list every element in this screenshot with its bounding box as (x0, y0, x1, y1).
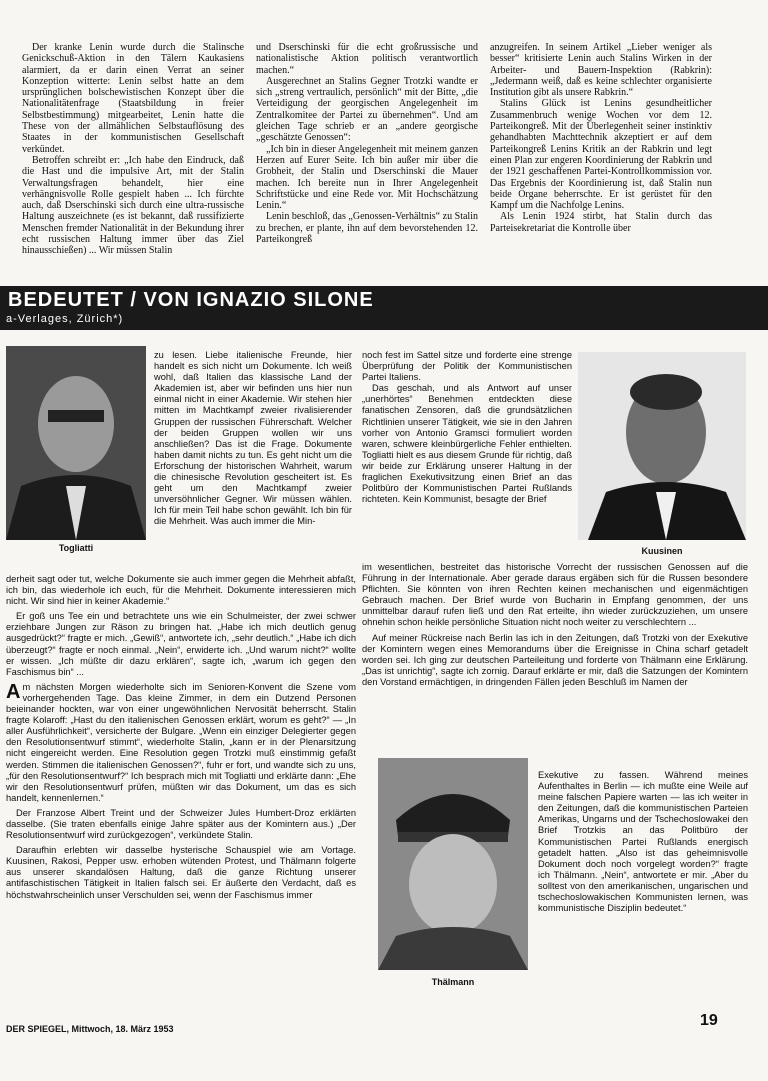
paragraph: Ausgerechnet an Stalins Gegner Trotzki wandte er sich „streng vertraulich, persönlich“ mit der Bitte, „die Verteidigung der georgischen Angelegenheit im Zentralkomitee der Partei zu übernehmen“. Und am gleichen Tage schrieb er an „andere georgische „geschätzte Genossen“: (256, 75, 478, 144)
article-title-band (0, 286, 768, 330)
paragraph (6, 682, 356, 804)
kuusinen-photo (578, 352, 746, 540)
kuusinen-caption: Kuusinen (641, 546, 683, 556)
togliatti-caption: Togliatti (58, 543, 94, 553)
portrait-image (6, 346, 146, 540)
paragraph: und Dserschinski für die echt großrussische und nationalistische Aktion politisch verantwortlich machen.“ (256, 42, 478, 76)
paragraph: Exekutive zu fassen. Während meines Aufenthaltes in Berlin — ich mußte eine Weile auf meine falschen Papiere warten — las ich weiter in den Zeitungen, daß die kommunistischen Parteien Amerikas, Ungarns und der Tschechoslowakei den Brief Trotzkis an das Politbüro der Kommunistischen Partei Rußlands energisch getadelt hatten. „Also ist das geheimnisvolle Dokument doch noch vorgelegt worden?“ fragte ich Thälmann. „Nein“, antwortete er mir. „Aber du solltest von den amerikanischen, ungarischen und tschechoslowakischen Kommunisten lernen, was kommunistische Disziplin bedeutet.“ (538, 770, 748, 914)
paragraph: zu lesen. Liebe italienische Freunde, hier handelt es sich nicht um Dokumente. Ich weiß wohl, daß Italien das klassische Land der Akademien ist, aber wir befinden uns hier nun einmal nicht in einer Akademie. Wir stehen hier mitten im Machtkampf zweier rivalisierender Gruppen der russischen Führerschaft. Welcher der beiden Gruppen wollen wir uns anschließen? Das ist die Frage. Dokumente haben damit nichts zu tun. Es geht nicht um die Erforschung der historischen Wahrheit, warum die chinesische Revolution gescheitert ist. Es geht um den Machtkampf zweier unversöhnlicher Gegner. Wir müssen wählen. Ich für mein Teil habe schon gewählt. Ich bin für die Mehrheit. Was auch immer die Min- (154, 350, 352, 527)
paragraph: anzugreifen. In seinem Artikel „Lieber weniger als besser“ kritisierte Lenin auch Stalins Wirken in der Arbeiter- und Bauern-Inspektion (Rabkrin): „Jedermann weiß, daß es keine schlechter organisierte Institution gibt als unsere Rabkrin.“ (490, 42, 712, 99)
portrait-image (578, 352, 746, 540)
paragraph-text: m nächsten Morgen wiederholte sich im Senioren-Konvent die Szene vom vorhergehenden Tage. Das kleine Zimmer, in dem ein Dutzend Personen beieinander hockten, war von einer ungewöhnlichen Nervosität beherrscht. Stalin fragte Kolaroff: „Hast du den italienischen Genossen erklärt, worum es geht?“ — „In aller Ausführlichkeit“, versicherte der Bulgare. „Wenn ein einziger Delegierter gegen den Resolutionsentwurf stimmt“, wiederholte Stalin, „kann er in der Plenarsitzung nicht eingereicht werden. Eine Resolution gegen Trotzki muß einstimmig gefaßt werden. Stimmen die italienischen Genossen?“, fuhr er fort, und wandte sich zu uns, „für den Resolutionsentwurf?“ Ich besprach mich mit Togliatti und erklärte dann: „Ehe wir den Resolutionsentwurf prüfen, müßten wir das Dokument, um das es sich handelt, kennenlernen.“ (6, 681, 356, 803)
paragraph: Lenin beschloß, das „Genossen-Verhältnis“ zu Stalin zu brechen, er plante, ihn auf dem bevorstehenden 12. Parteikongreß (256, 211, 478, 246)
paragraph: Als Lenin 1924 stirbt, hat Stalin durch das Parteisekretariat die Kontrolle über (490, 211, 712, 234)
paragraph: noch fest im Sattel sitze und forderte eine strenge Überprüfung der Politik der Kommunistischen Partei Italiens. (362, 350, 572, 383)
body-lower-right-column (538, 770, 748, 914)
portrait-image (378, 758, 528, 970)
thaelmann-caption: Thälmann (431, 977, 475, 987)
paragraph: Stalins Glück ist Lenins gesundheitlicher Zusammenbruch wenige Wochen vor dem 12. Parteikongreß. Mit der Überlegenheit seiner instinktiv gehandhabten Machttechnik akzeptiert er auf dem Parteikongreß Lenins Kritik an der Rabkrin und legt einen Plan zur engeren Koordinierung der Rabkrin und der 1921 geschaffenen Partei-Kontrollkommission vor. Das Ergebnis der Koordinierung ist, daß Stalin nun beide Organe beherrschte. Er ist gerüstet für den Kampf um die Nachfolge Lenins. (490, 98, 712, 212)
body-column-3 (362, 350, 572, 505)
page-number: 19 (700, 1012, 718, 1029)
thaelmann-photo (378, 758, 528, 970)
drop-cap: A (6, 680, 21, 703)
paragraph: Betroffen schreibt er: „Ich habe den Eindruck, daß die Hast und die impulsive Art, mit der Stalin Verwaltungsfragen behandelt, hier eine verhängnisvolle Rolle gespielt haben ... Ich fürchte auch, daß Dserschinski sich durch eine ultra-russische Haltung auszeichnete (es ist bekannt, daß russifizierte Menschen fremder Nationalität in der Bekundung ihrer echt russischen Haltung immer über das Ziel hinausschießen) ... Wir müssen Stalin (22, 154, 244, 257)
paragraph: Er goß uns Tee ein und betrachtete uns wie ein Schulmeister, der zwei schwer erziehbare Jungen zur Räson zu bringen hat. „Habe ich mich deutlich genug ausgedrückt?“ fragte er mich. „Gewiß“, antwortete ich, „sehr deutlich.“ „Habe ich dich überzeugt?“ fragte er noch einmal. „Nein“, erwiderte ich. „Und warum nicht?“ wollte er wissen. „Ich müßte dir dazu erklären“, sagte ich, „warum ich gegen den Faschismus bin“ ... (6, 611, 356, 677)
body-lower-right-top (362, 562, 748, 688)
top-column-2 (256, 42, 478, 245)
top-column-1 (22, 42, 244, 257)
article-subtitle: a-Verlages, Zürich*) (6, 313, 124, 325)
paragraph: Der Franzose Albert Treint und der Schweizer Jules Humbert-Droz erklärten dasselbe. (Sie traten ebenfalls einige Jahre später aus der Komintern aus.) „Der Resolutionsentwurf wird zurückgezogen“, verkündete Stalin. (6, 807, 356, 841)
paragraph: Das geschah, und als Antwort auf unser „unerhörtes“ Benehmen entdeckten diese fanatischen Zensoren, daß die grundsätzlichen Richtlinien unserer Tätigkeit, wie sie in den Jahren vorher von Antonio Gramsci formuliert worden waren, schwere kleinbürgerliche Fehler enthielten. Togliatti hielt es aus diesem Grunde für richtig, daß wir beide zur Erklärung unserer Haltung in der fraglichen Exekutivsitzung einen Brief an das Politbüro der Kommunistischen Partei Rußlands richteten. Kein Kommunist, besagte der Brief (362, 383, 572, 505)
body-lower-left (6, 574, 356, 901)
paragraph: Auf meiner Rückreise nach Berlin las ich in den Zeitungen, daß Trotzki von der Exekutive der Komintern wegen eines Memorandums über die Ereignisse in China scharf getadelt worden sei. Ich ging zur deutschen Parteileitung und forderte von Thälmann eine Erklärung. „Das ist unrichtig“, sagte ich zornig. Darauf erklärte er mir, daß die Satzungen der Komintern den Vorstand ermächtigen, in dringenden Fällen jeden Beschluß im Namen der (362, 632, 748, 687)
masthead-footer: DER SPIEGEL, Mittwoch, 18. März 1953 (6, 1024, 174, 1034)
body-column-2 (154, 350, 352, 528)
article-title: BEDEUTET / VON IGNAZIO SILONE (8, 289, 374, 311)
paragraph: im wesentlichen, bestreitet das historische Vorrecht der russischen Genossen auf die Führung in der Internationale. Aber gerade daraus ergäben sich für die Russen besondere Pflichten. Sie könnten von ihren Rechten keinen mechanischen und eigenmächtigen Gebrauch machen. Der Brief wurde von Bucharin in Empfang genommen, der uns unmittelbar darauf rufen ließ und den Rat erteilte, ihn wieder zurückzuziehen, um unsere ohnehin schon heikle persönliche Situation nicht noch weiter zu verschlechtern ... (362, 562, 748, 628)
togliatti-photo (6, 346, 146, 540)
paragraph: Daraufhin erlebten wir dasselbe hysterische Schauspiel wie am Vortage. Kuusinen, Rakosi, Pepper usw. erhoben wütenden Protest, und Thälmann folgerte aus unserer skandalösen Haltung, daß die ganze Richtung unserer antifaschistischen Tätigkeit in Italien falsch sei. Er äußerte den Verdacht, daß es höchstwahrscheinlich unser Verschulden sei, wenn der Faschismus immer (6, 845, 356, 900)
paragraph: Der kranke Lenin wurde durch die Stalinsche Genickschuß-Aktion in den Tälern Kaukasiens alarmiert, da er darin einen Verrat an seiner Konzeption witterte: Lenin selbst hatte an dem ursprünglichen bolschewistischen Konzept über die Nationalitätenfrage (Staatsbildung in freier Selbstbestimmung) mitgearbeitet, Lenin hatte die These von der allmählichen Selbstauflösung des Staates in der kommunistischen Gesellschaft verkündet. (22, 42, 244, 155)
paragraph: „Ich bin in dieser Angelegenheit mit meinem ganzen Herzen auf Eurer Seite. Ich bin außer mir über die Grobheit, der Stalin und Dserschinski die Mauer machen. Ich bereite nun in Ihrer Angelegenheit Schriftstücke und eine Rede vor. Mit Hochschätzung Lenin.“ (256, 143, 478, 212)
top-column-3 (490, 42, 712, 234)
paragraph: derheit sagt oder tut, welche Dokumente sie auch immer gegen die Mehrheit abfaßt, ich bin, das wiederhole ich euch, für die Mehrheit. Dokumente interessieren mich nicht. Wir sind hier in keiner Akademie.“ (6, 574, 356, 607)
